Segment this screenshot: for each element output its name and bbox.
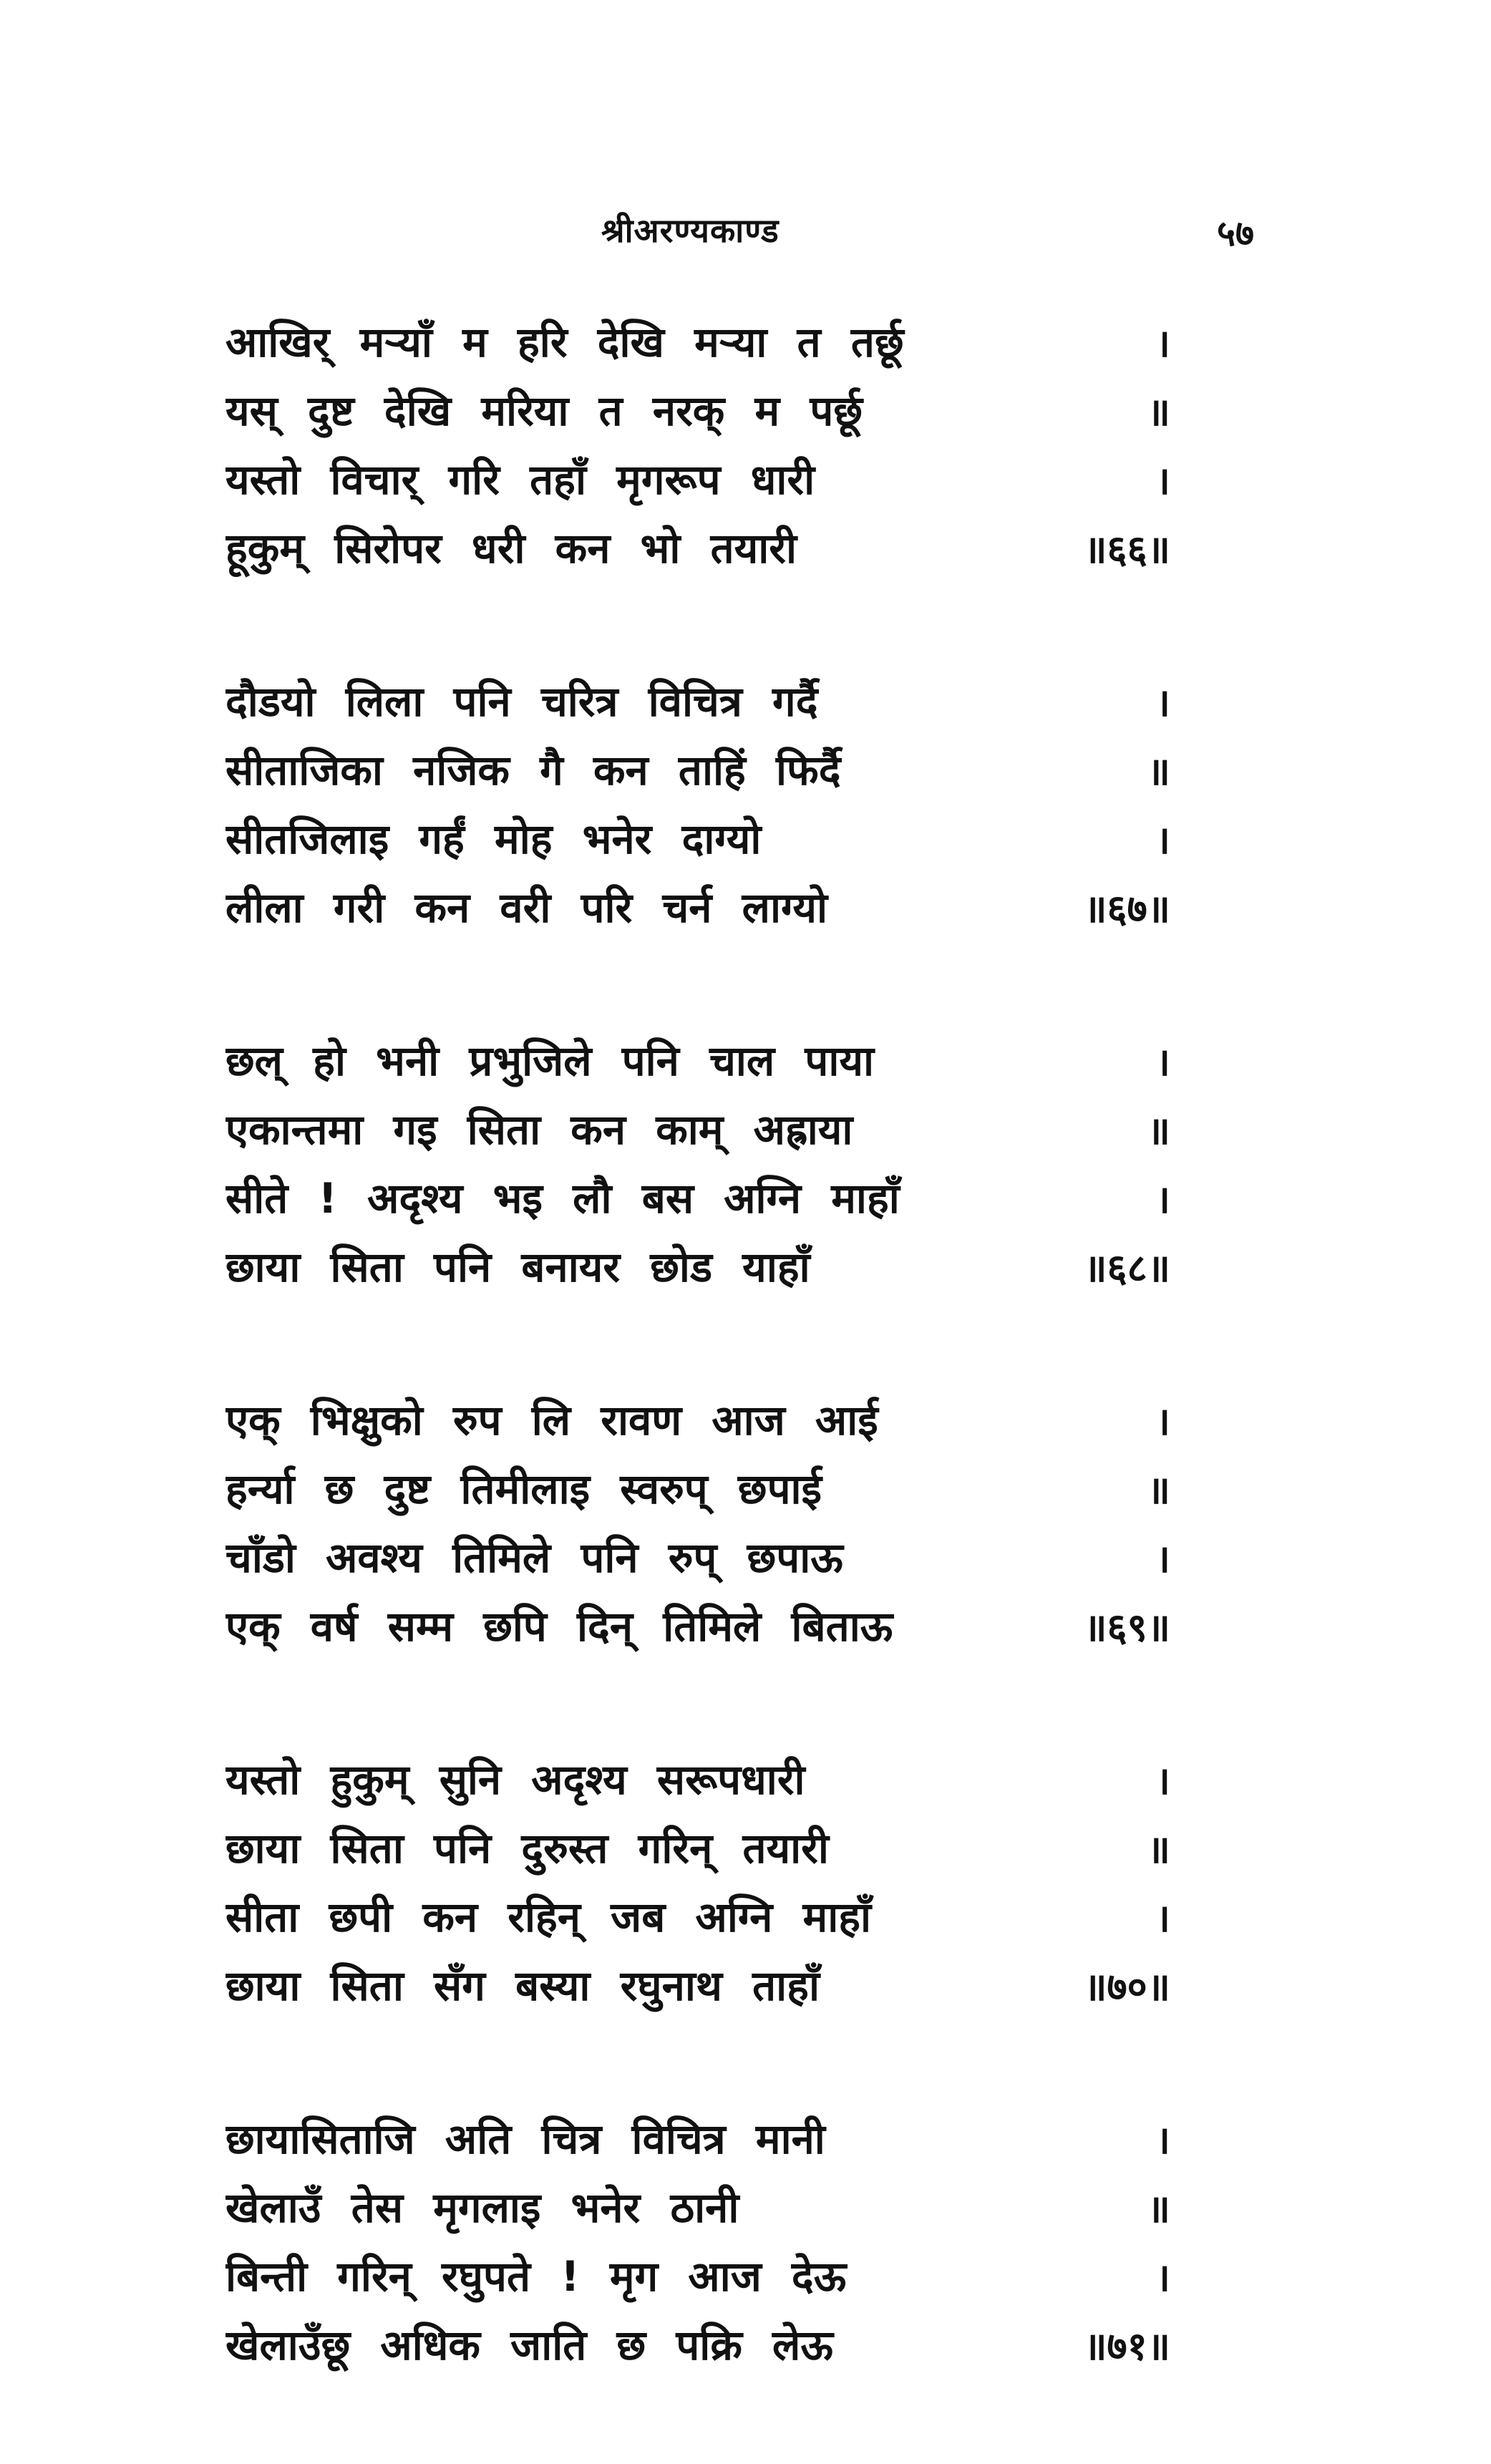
verse-text: बिन्ती गरिन् रघुपते ! मृग आज देऊ bbox=[225, 2252, 847, 2301]
verse-text: लीला गरी कन वरी परि चर्न लाग्यो bbox=[225, 883, 827, 932]
danda-mark: । bbox=[1155, 818, 1170, 863]
danda-mark: । bbox=[1155, 2255, 1170, 2300]
verse-text: हूकुम् सिरोपर धरी कन भो तयारी bbox=[225, 524, 797, 573]
running-head bbox=[0, 208, 1491, 272]
verse-text: छाया सिता सँग बस्या रघुनाथ ताहाँ bbox=[225, 1961, 820, 2010]
verse-line bbox=[225, 308, 1170, 377]
verse-line bbox=[225, 736, 1170, 805]
verse-text: एक् वर्ष सम्म छपि दिन् तिमिले बिताऊ bbox=[225, 1602, 893, 1651]
verse-number: ॥६८॥ bbox=[1084, 1246, 1170, 1291]
stanza-71 bbox=[225, 2105, 1170, 2380]
danda-mark: । bbox=[1155, 680, 1170, 725]
verse-text: खेलाउँ तेस मृगलाइ भनेर ठानी bbox=[225, 2183, 739, 2232]
verse-text: छाया सिता पनि बनायर छोड याहाँ bbox=[225, 1243, 810, 1291]
verse-number: ॥७१॥ bbox=[1084, 2324, 1170, 2369]
stanza-68 bbox=[225, 1027, 1170, 1301]
verse-line bbox=[225, 2173, 1170, 2242]
poem-body bbox=[225, 308, 1170, 2464]
danda-mark: । bbox=[1155, 1399, 1170, 1444]
verse-text: छाया सिता पनि दुरुस्त गरिन् तयारी bbox=[225, 1824, 829, 1873]
verse-text: सीता छपी कन रहिन् जब अग्नि माहाँ bbox=[225, 1893, 872, 1941]
verse-number: ॥६६॥ bbox=[1084, 527, 1170, 572]
verse-line bbox=[225, 1027, 1170, 1095]
danda-mark: । bbox=[1155, 458, 1170, 503]
verse-line bbox=[225, 1883, 1170, 1951]
double-danda-mark: ॥ bbox=[1147, 1468, 1170, 1513]
double-danda-mark: ॥ bbox=[1147, 749, 1170, 794]
verse-text: सीताजिका नजिक गै कन ताहिं फिर्दै bbox=[225, 746, 841, 795]
verse-text: यस् दुष्ट देखि मरिया त नरक् म पर्छू bbox=[225, 387, 863, 435]
stanza-69 bbox=[225, 1386, 1170, 1661]
double-danda-mark: ॥ bbox=[1147, 1108, 1170, 1153]
verse-line bbox=[225, 2105, 1170, 2173]
verse-line bbox=[225, 1592, 1170, 1661]
verse-number: ॥७०॥ bbox=[1084, 1964, 1170, 2009]
danda-mark: । bbox=[1155, 1758, 1170, 1803]
verse-line bbox=[225, 2242, 1170, 2311]
verse-text: खेलाउँछू अधिक जाति छ पक्रि लेऊ bbox=[225, 2321, 833, 2370]
page-number: ५७ bbox=[1217, 213, 1254, 254]
verse-text: हर्न्या छ दुष्ट तिमीलाइ स्वरुप् छपाई bbox=[225, 1465, 822, 1513]
section-title: श्रीअरण्यकाण्ड bbox=[601, 211, 780, 250]
verse-line bbox=[225, 445, 1170, 514]
verse-line bbox=[225, 1455, 1170, 1523]
verse-text: एक् भिक्षुको रुप लि रावण आज आई bbox=[225, 1396, 878, 1445]
double-danda-mark: ॥ bbox=[1147, 2186, 1170, 2231]
verse-number: ॥६७॥ bbox=[1084, 886, 1170, 931]
verse-text: सीते ! अदृश्य भइ लौ बस अग्नि माहाँ bbox=[225, 1174, 900, 1223]
verse-text: छल् हो भनी प्रभुजिले पनि चाल पाया bbox=[225, 1037, 875, 1085]
verse-text: आखिर् मर्‍याँ म हरि देखि मर्‍या त तर्छू bbox=[225, 318, 904, 367]
verse-line bbox=[225, 667, 1170, 736]
verse-line bbox=[225, 1814, 1170, 1883]
verse-number: ॥६९॥ bbox=[1084, 1605, 1170, 1650]
verse-text: यस्तो विचार् गरि तहाँ मृगरूप धारी bbox=[225, 455, 815, 504]
verse-line bbox=[225, 805, 1170, 873]
danda-mark: । bbox=[1155, 1039, 1170, 1085]
verse-line bbox=[225, 1233, 1170, 1301]
verse-text: चाँडो अवश्य तिमिले पनि रुप् छपाऊ bbox=[225, 1533, 843, 1582]
danda-mark: । bbox=[1155, 2118, 1170, 2163]
verse-text: दौडयो लिला पनि चरित्र विचित्र गर्दै bbox=[225, 677, 818, 726]
double-danda-mark: ॥ bbox=[1147, 389, 1170, 435]
verse-text: एकान्तमा गइ सिता कन काम् अह्राया bbox=[225, 1105, 853, 1154]
danda-mark: । bbox=[1155, 1536, 1170, 1581]
danda-mark: । bbox=[1155, 321, 1170, 366]
verse-line bbox=[225, 514, 1170, 583]
verse-line bbox=[225, 1386, 1170, 1455]
verse-line bbox=[225, 2311, 1170, 2380]
verse-line bbox=[225, 1951, 1170, 2020]
verse-text: छायासिताजि अति चित्र विचित्र मानी bbox=[225, 2115, 825, 2163]
verse-line bbox=[225, 1095, 1170, 1164]
verse-line bbox=[225, 1523, 1170, 1592]
verse-line bbox=[225, 873, 1170, 942]
verse-text: सीतजिलाइ गर्हं मोह भनेर दाग्यो bbox=[225, 815, 762, 863]
danda-mark: । bbox=[1155, 1896, 1170, 1941]
verse-line bbox=[225, 1164, 1170, 1233]
stanza-67 bbox=[225, 667, 1170, 942]
stanza-66 bbox=[225, 308, 1170, 583]
verse-line bbox=[225, 1745, 1170, 1814]
stanza-70 bbox=[225, 1745, 1170, 2020]
verse-text: यस्तो हुकुम् सुनि अदृश्य सरूपधारी bbox=[225, 1755, 805, 1804]
danda-mark: । bbox=[1155, 1177, 1170, 1222]
verse-line bbox=[225, 377, 1170, 445]
double-danda-mark: ॥ bbox=[1147, 1827, 1170, 1872]
